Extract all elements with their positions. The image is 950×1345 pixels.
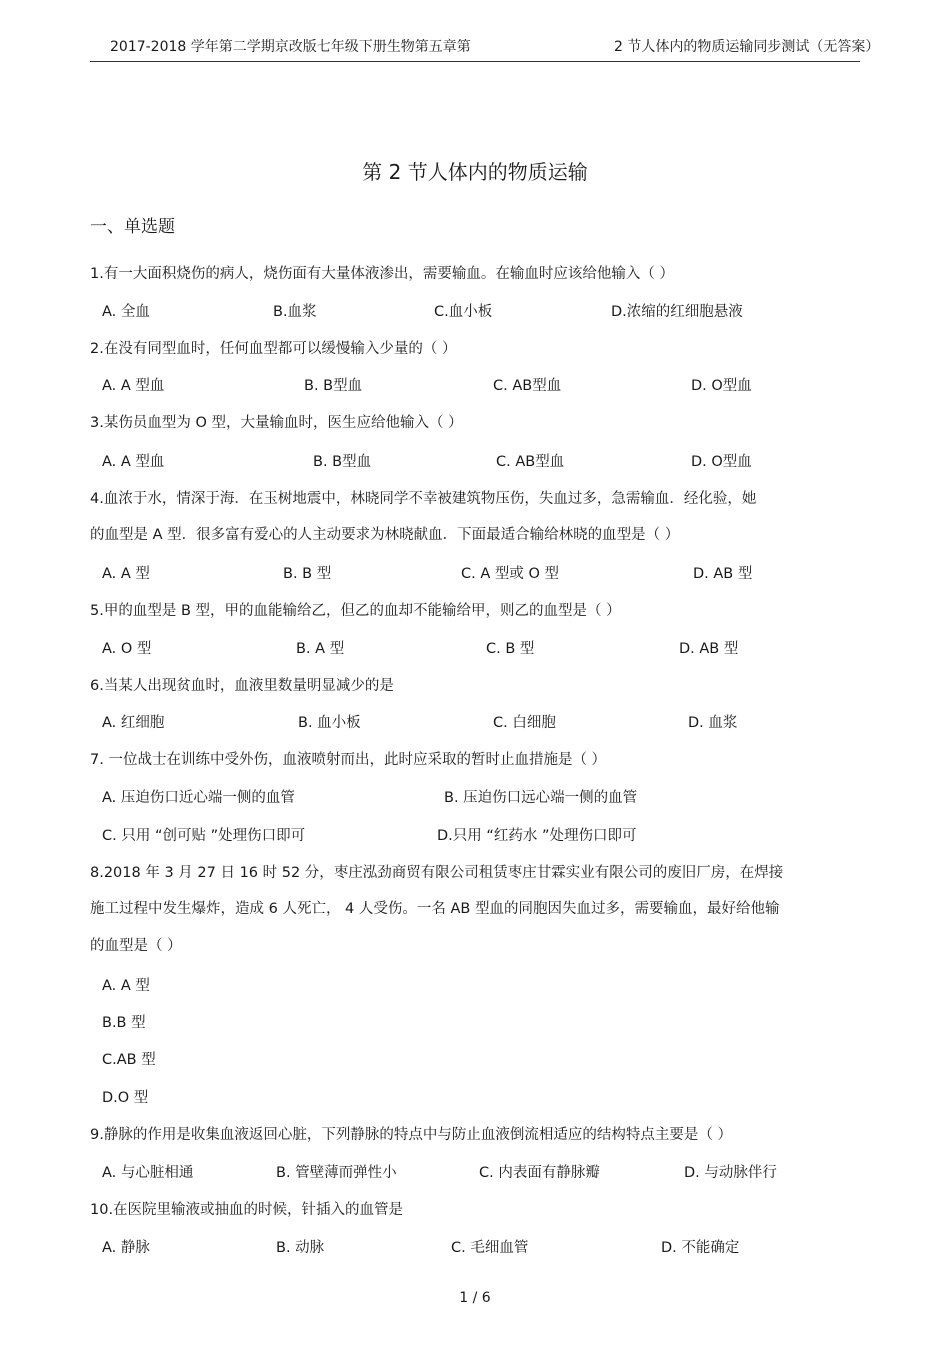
header-left-text: 2017-2018 学年第二学期京改版七年级下册生物第五章第 [110,39,471,55]
question-9-option-d: D. 与动脉伴行 [684,1165,777,1181]
question-1-option-c: C.血小板 [434,304,493,320]
question-7-option-d: D.只用 “红药水 ”处理伤口即可 [437,828,637,844]
question-9-option-a: A. 与心脏相通 [102,1165,194,1181]
question-6-option-b: B. 血小板 [298,715,361,731]
page-title: 第 2 节人体内的物质运输 [362,160,588,184]
question-3-option-b: B. B型血 [313,454,372,470]
question-3-option-a: A. A 型血 [102,454,165,470]
question-4-option-c: C. A 型或 O 型 [461,566,560,582]
question-1-option-a: A. 全血 [102,304,150,320]
question-7-stem: 7. 一位战士在训练中受外伤，血液喷射而出，此时应采取的暂时止血措施是（ ） [90,752,607,768]
question-5-option-c: C. B 型 [486,641,535,657]
question-10-option-c: C. 毛细血管 [451,1240,529,1256]
question-6-option-d: D. 血浆 [688,715,738,731]
question-9-stem: 9.静脉的作用是收集血液返回心脏，下列静脉的特点中与防止血液倒流相适应的结构特点主要是（ ） [90,1127,732,1143]
question-10-option-a: A. 静脉 [102,1240,150,1256]
question-10-option-d: D. 不能确定 [661,1240,740,1256]
question-4-option-b: B. B 型 [283,566,332,582]
question-4-stem-line-2: 的血型是 A 型．很多富有爱心的人主动要求为林晓献血．下面最适合输给林晓的血型是（ ） [90,527,680,543]
question-8-stem-line-1: 8.2018 年 3 月 27 日 16 时 52 分，枣庄泓劲商贸有限公司租赁枣庄甘霖实业有限公司的废旧厂房，在焊接 [90,865,784,881]
question-8-option-a: A. A 型 [102,978,150,994]
question-6-option-a: A. 红细胞 [102,715,165,731]
question-7-option-b: B. 压迫伤口远心端一侧的血管 [444,790,638,806]
question-1-stem: 1.有一大面积烧伤的病人，烧伤面有大量体液渗出，需要输血。在输血时应该给他输入（ ） [90,266,674,282]
header-right-text: 2 节人体内的物质运输同步测试（无答案） [614,39,880,55]
question-10-option-b: B. 动脉 [276,1240,325,1256]
question-2-option-b: B. B型血 [304,378,363,394]
question-8-stem-line-3: 的血型是（ ） [90,938,182,954]
question-9-option-c: C. 内表面有静脉瓣 [479,1165,600,1181]
question-9-option-b: B. 管壁薄而弹性小 [276,1165,397,1181]
question-8-option-d: D.O 型 [102,1090,149,1106]
question-2-option-a: A. A 型血 [102,378,165,394]
question-2-option-d: D. O型血 [691,378,752,394]
section-heading: 一、单选题 [90,217,175,237]
question-6-option-c: C. 白细胞 [493,715,556,731]
question-5-option-b: B. A 型 [296,641,345,657]
question-3-option-c: C. AB型血 [496,454,565,470]
question-7-option-a: A. 压迫伤口近心端一侧的血管 [102,790,295,806]
question-5-option-d: D. AB 型 [679,641,739,657]
question-2-stem: 2.在没有同型血时，任何血型都可以缓慢输入少量的（ ） [90,341,457,357]
question-8-option-c: C.AB 型 [102,1052,156,1068]
question-1-option-b: B.血浆 [273,304,317,320]
question-5-stem: 5.甲的血型是 B 型，甲的血能输给乙，但乙的血却不能输给甲，则乙的血型是（ ） [90,603,621,619]
question-5-option-a: A. O 型 [102,641,152,657]
question-4-option-a: A. A 型 [102,566,150,582]
page-number: 1 / 6 [459,1290,491,1306]
question-3-stem: 3.某伤员血型为 O 型，大量输血时，医生应给他输入（ ） [90,415,463,431]
question-8-option-b: B.B 型 [102,1015,146,1031]
question-8-stem-line-2: 施工过程中发生爆炸，造成 6 人死亡， 4 人受伤。一名 AB 型血的同胞因失血过多，需要输血，最好给他输 [90,901,780,917]
question-7-option-c: C. 只用 “创可贴 ”处理伤口即可 [102,828,306,844]
question-4-stem-line-1: 4.血浓于水，情深于海．在玉树地震中，林晓同学不幸被建筑物压伤，失血过多，急需输血．经化验，她 [90,491,757,507]
question-3-option-d: D. O型血 [691,454,752,470]
page-header [90,28,880,62]
question-1-option-d: D.浓缩的红细胞悬液 [611,304,743,320]
question-10-stem: 10.在医院里输液或抽血的时候，针插入的血管是 [90,1202,404,1218]
question-4-option-d: D. AB 型 [693,566,753,582]
question-2-option-c: C. AB型血 [493,378,562,394]
question-6-stem: 6.当某人出现贫血时，血液里数量明显减少的是 [90,678,394,694]
